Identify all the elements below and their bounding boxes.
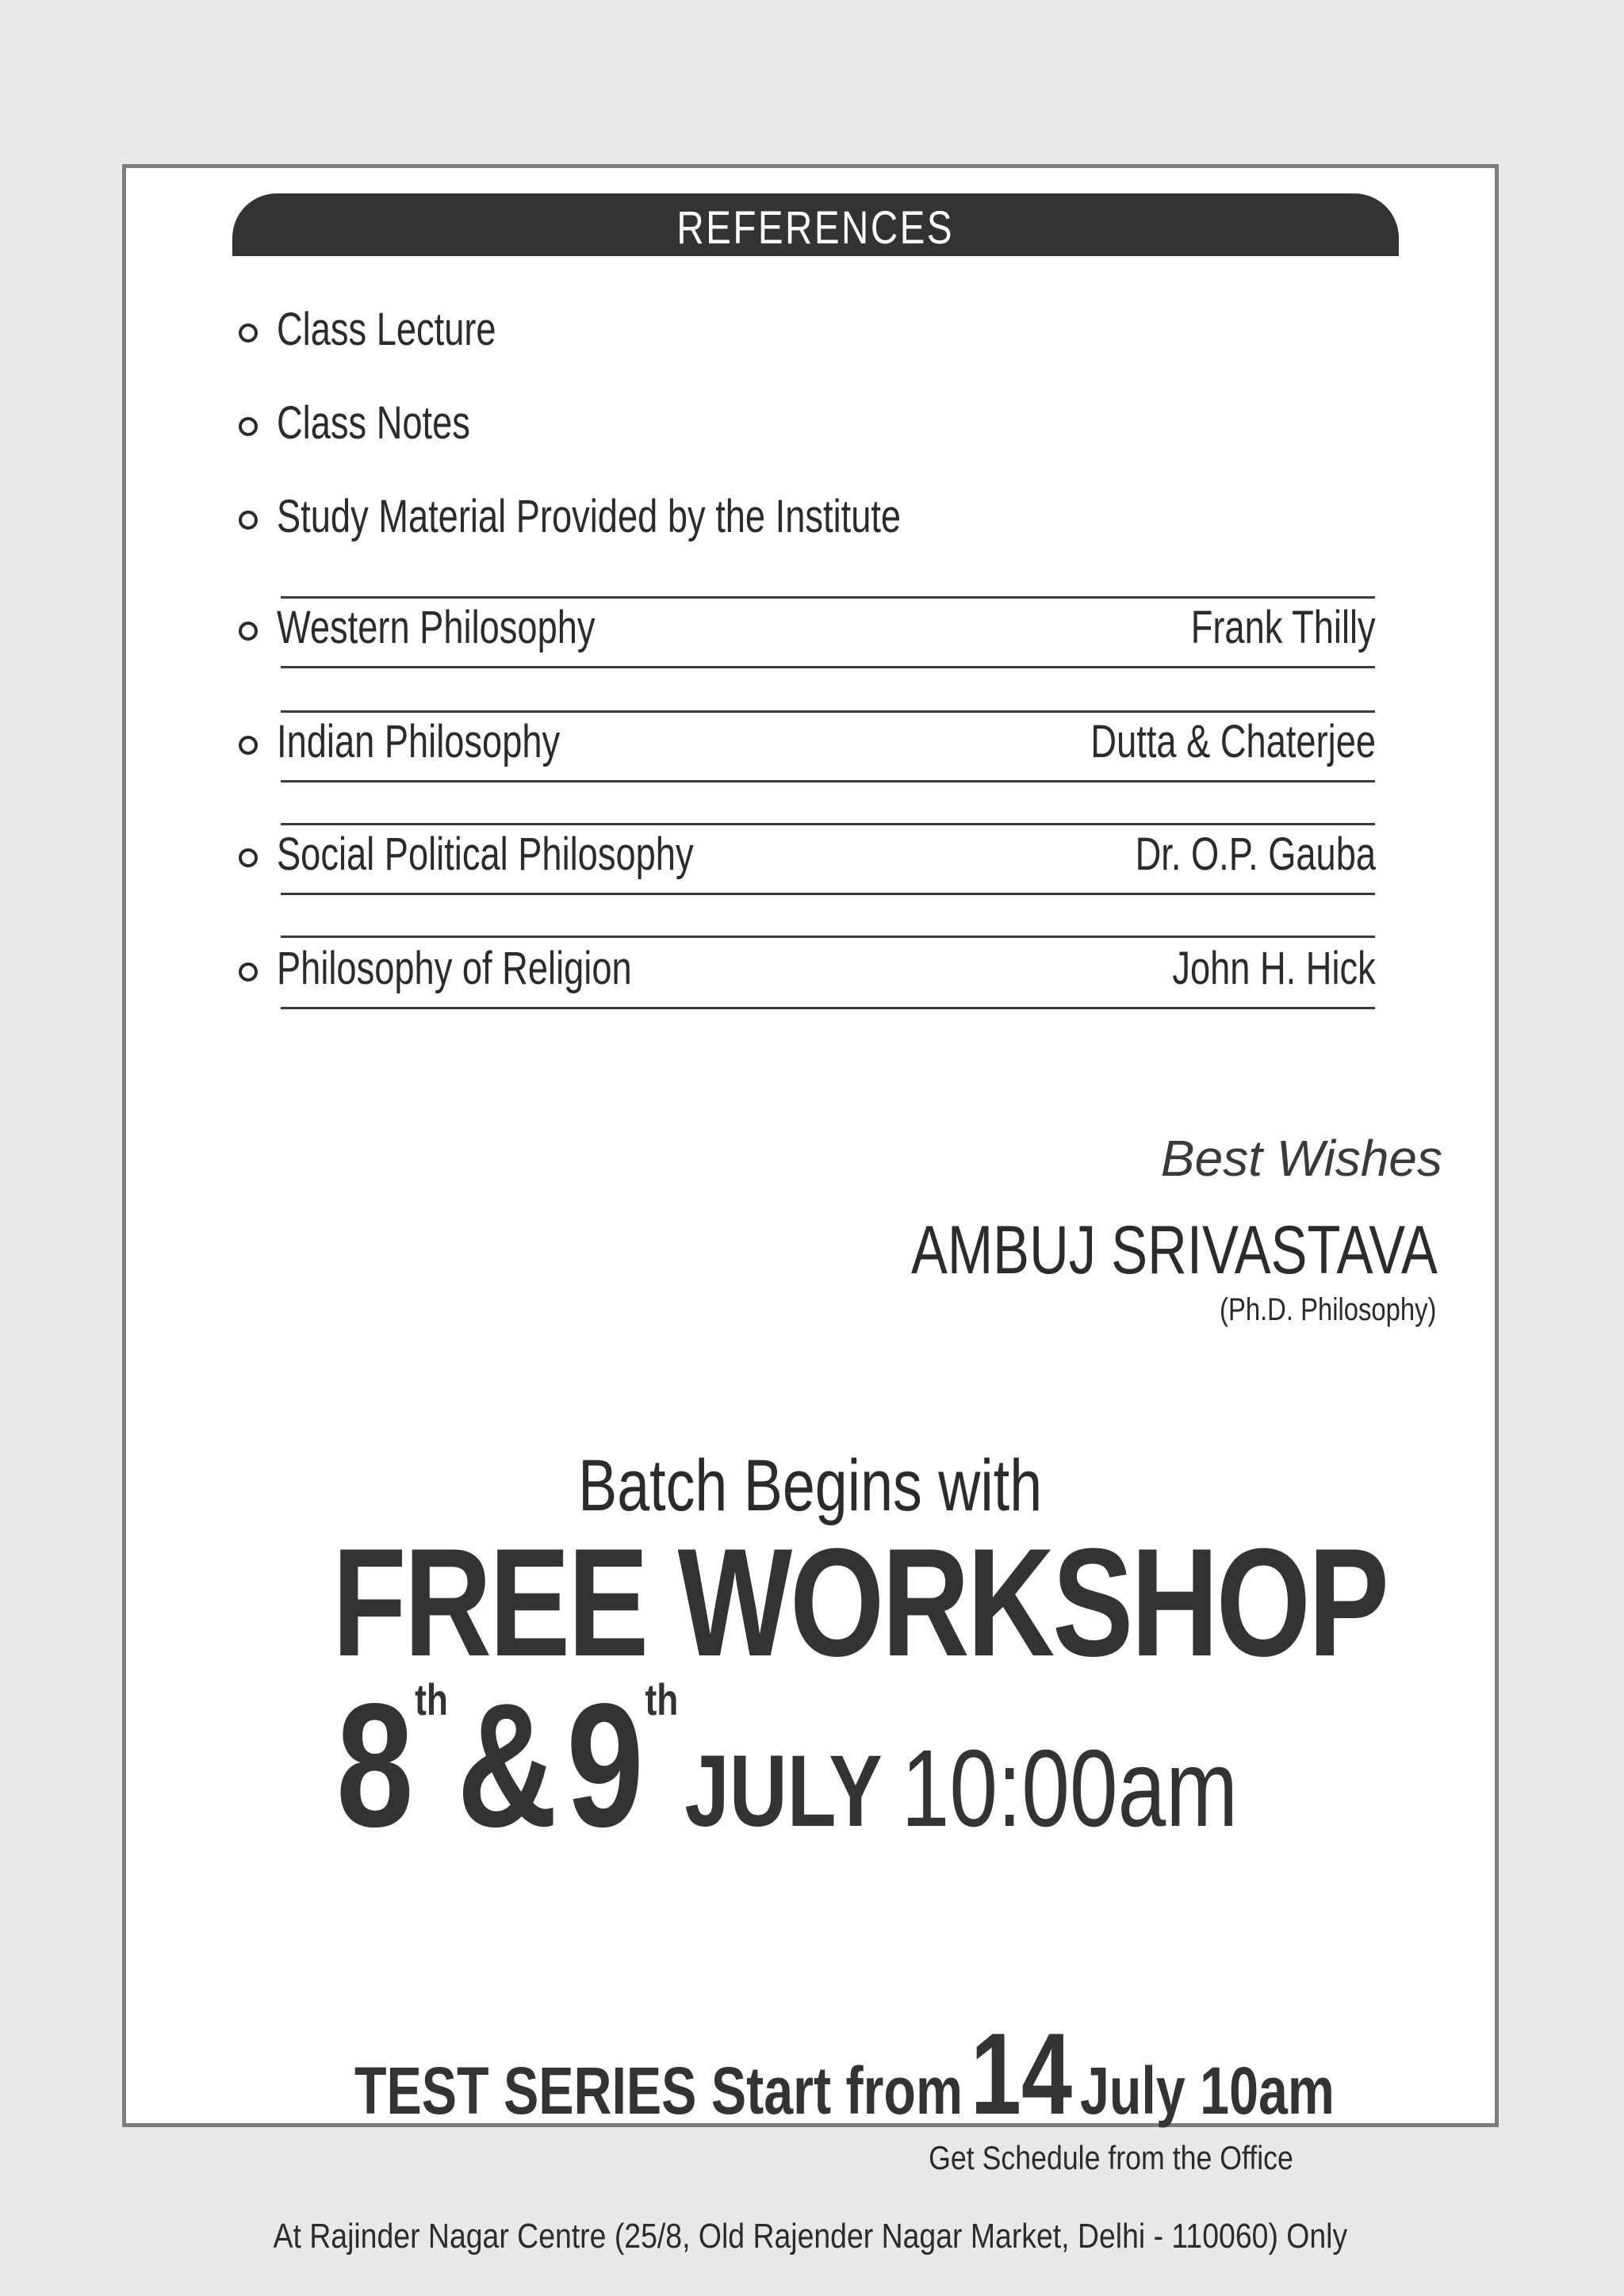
bullet-icon — [239, 848, 258, 867]
signer-name: AMBUJ SRIVASTAVA — [911, 1212, 1438, 1288]
references-heading: REFERENCES — [676, 202, 955, 254]
divider — [281, 936, 1375, 938]
book-title: Indian Philosophy — [277, 716, 561, 767]
reference-item: Study Material Provided by the Institute — [277, 491, 902, 542]
divider — [281, 780, 1375, 783]
divider — [281, 1007, 1375, 1009]
bullet-icon — [239, 323, 258, 342]
greeting: Best Wishes — [1160, 1130, 1442, 1187]
venue-text: At Rajinder Nagar Centre (25/8, Old Rajender Nagar Market, Delhi - 110060) Only — [273, 2217, 1348, 2256]
day-two-suffix: th — [645, 1674, 679, 1724]
workshop-headline: FREE WORKSHOP — [332, 1517, 1387, 1689]
bullet-icon — [239, 511, 258, 530]
divider — [281, 710, 1375, 713]
venue-line — [126, 2217, 1495, 2256]
test-series-tail: July 10am — [1079, 2053, 1335, 2128]
reference-item: Class Notes — [277, 397, 470, 449]
signer-qualification: (Ph.D. Philosophy) — [1219, 1292, 1436, 1327]
book-author: Frank Thilly — [1191, 602, 1376, 653]
day-two: 9 — [566, 1667, 644, 1864]
bullet-icon — [239, 962, 258, 982]
batch-intro-text: Batch Begins with — [578, 1445, 1043, 1526]
book-title: Philosophy of Religion — [277, 943, 632, 994]
divider — [281, 823, 1375, 825]
book-title: Social Political Philosophy — [277, 828, 694, 880]
book-author: Dutta & Chaterjee — [1090, 716, 1376, 767]
schedule-note: Get Schedule from the Office — [929, 2139, 1293, 2176]
flyer-page — [122, 164, 1499, 2256]
day-one-suffix: th — [415, 1674, 448, 1724]
bullet-icon — [239, 622, 258, 641]
references-banner — [232, 193, 1399, 256]
test-series-lead: TEST SERIES Start from — [354, 2053, 963, 2128]
book-author: John H. Hick — [1172, 943, 1376, 994]
book-title: Western Philosophy — [277, 602, 596, 653]
test-series-day: 14 — [970, 2009, 1073, 2138]
day-one: 8 — [336, 1667, 414, 1864]
divider — [281, 666, 1375, 668]
workshop-time: 10:00am — [901, 1728, 1239, 1850]
bullet-icon — [239, 736, 258, 755]
reference-item: Class Lecture — [277, 304, 496, 355]
workshop-dates — [336, 1665, 1238, 1867]
bullet-icon — [239, 417, 258, 436]
date-joiner: & — [457, 1667, 557, 1864]
test-series-announcement — [354, 2007, 1335, 2141]
divider — [281, 893, 1375, 895]
divider — [281, 596, 1375, 599]
book-author: Dr. O.P. Gauba — [1135, 828, 1376, 880]
month: JULY — [684, 1735, 883, 1848]
